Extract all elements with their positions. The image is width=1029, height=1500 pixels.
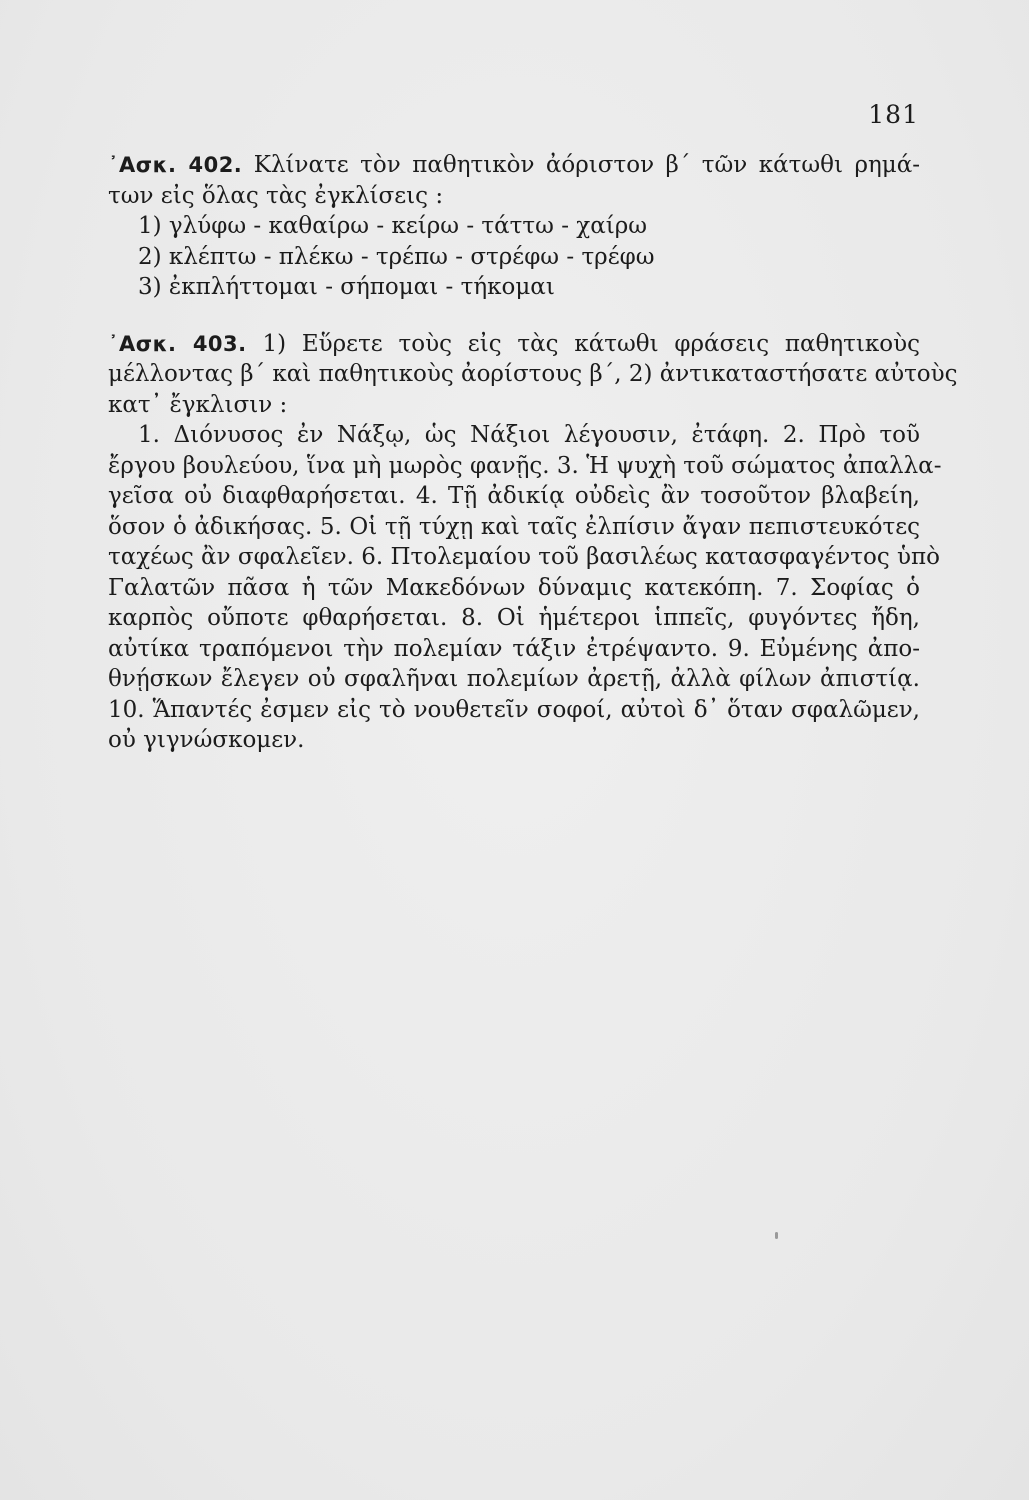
exercise-403-sentence-line: ὅσον ὁ ἀδικήσας. 5. Οἱ τῇ τύχῃ καὶ ταῖς ἐλπίσιν ἄγαν πεπιστευκότες bbox=[108, 513, 920, 540]
exercise-403-sentence-line: γεῖσα οὐ διαφθαρήσεται. 4. Τῇ ἀδικίᾳ οὐδεὶς ἂν τοσοῦτον βλαβείη, bbox=[108, 483, 920, 509]
exercise-403-intro-line1: 1) Εὕρετε τοὺς εἰς τὰς κάτωθι φράσεις παθητικοὺς bbox=[262, 330, 920, 357]
exercise-402-item: 3) ἐκπλήττομαι - σήπομαι - τήκομαι bbox=[138, 274, 555, 300]
exercise-403-sentence-line: οὐ γιγνώσκομεν. bbox=[108, 727, 305, 753]
exercise-402-intro-line1: Κλίνατε τὸν παθητικὸν ἀόριστον β΄ τῶν κάτωθι ρημά- bbox=[253, 152, 921, 178]
exercise-403-intro-line2: μέλλοντας β΄ καὶ παθητικοὺς ἀορίστους β΄, 2) ἀντικαταστήσατε αὐτοὺς bbox=[108, 361, 958, 387]
exercise-403-sentence-line: 10. Ἅπαντές ἐσμεν εἰς τὸ νουθετεῖν σοφοί, αὐτοὶ δ᾿ ὅταν σφαλῶμεν, bbox=[108, 696, 920, 723]
page-number: 181 bbox=[868, 100, 919, 129]
exercise-403-sentence-line: 1. Διόνυσος ἐν Νάξῳ, ὡς Νάξιοι λέγουσιν, ἐτάφη. 2. Πρὸ τοῦ bbox=[138, 422, 920, 448]
exercise-403-intro-line3: κατ᾿ ἔγκλισιν : bbox=[108, 391, 288, 418]
exercise-403-sentence-line: καρπὸς οὔποτε φθαρήσεται. 8. Οἱ ἡμέτεροι ἱππεῖς, φυγόντες ἤδη, bbox=[108, 605, 920, 631]
exercise-403-sentence-line: ἔργου βουλεύου, ἵνα μὴ μωρὸς φανῇς. 3. Ἡ ψυχὴ τοῦ σώματος ἀπαλλα- bbox=[108, 452, 942, 479]
page-body bbox=[108, 150, 958, 756]
exercise-403-sentence-line: αὐτίκα τραπόμενοι τὴν πολεμίαν τάξιν ἐτρέψαντο. 9. Εὐμένης ἀπο- bbox=[108, 635, 920, 662]
exercise-403-label: ᾿Ασκ. 403. bbox=[108, 331, 247, 356]
exercise-403-sentence-line: Γαλατῶν πᾶσα ἡ τῶν Μακεδόνων δύναμις κατεκόπη. 7. Σοφίας ὁ bbox=[108, 574, 920, 601]
exercise-403-sentence-line: θνῄσκων ἔλεγεν οὐ σφαλῆναι πολεμίων ἀρετῇ, ἀλλὰ φίλων ἀπιστίᾳ. bbox=[108, 666, 920, 692]
exercise-402-heading bbox=[108, 150, 920, 181]
section-gap bbox=[108, 303, 920, 329]
exercise-402-item: 2) κλέπτω - πλέκω - τρέπω - στρέφω - τρέφω bbox=[138, 243, 655, 270]
exercise-402-intro-line2: των εἰς ὅλας τὰς ἐγκλίσεις : bbox=[108, 182, 444, 209]
exercise-403-heading bbox=[108, 329, 920, 360]
exercise-402-label: ᾿Ασκ. 402. bbox=[108, 153, 243, 177]
paper-speck bbox=[775, 1232, 778, 1239]
exercise-403-sentence-line: ταχέως ἂν σφαλεῖεν. 6. Πτολεμαίου τοῦ βασιλέως κατασφαγέντος ὑπὸ bbox=[108, 544, 940, 570]
exercise-402-item: 1) γλύφω - καθαίρω - κείρω - τάττω - χαίρω bbox=[138, 213, 648, 239]
